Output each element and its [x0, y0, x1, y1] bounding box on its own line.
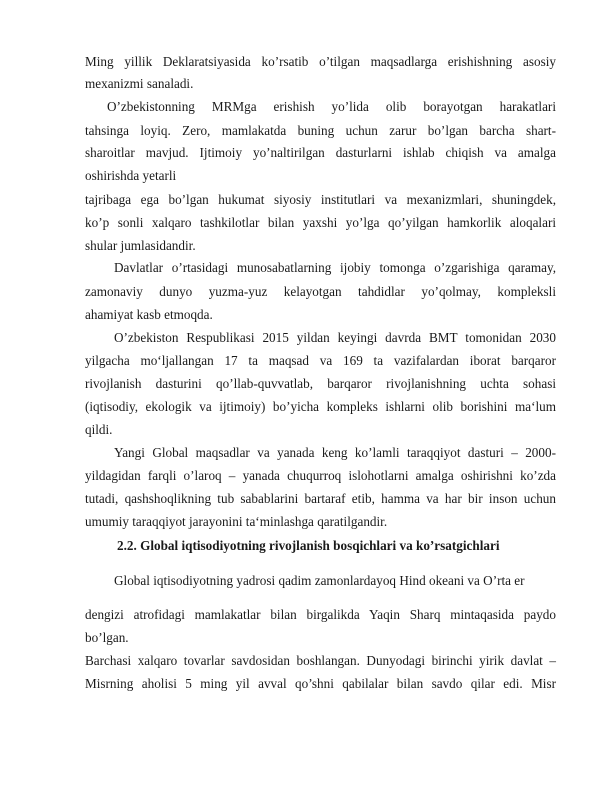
- text-line: O’zbekiston Respublikasi 2015 yildan keyingi davrda BMT tomonidan 2030: [114, 330, 556, 345]
- text-line: ahamiyat kasb etmoqda.: [85, 307, 213, 322]
- section-heading: 2.2. Global iqtisodiyotning rivojlanish bosqichlari va ko’rsatgichlari: [117, 538, 500, 553]
- document-body: [85, 0, 556, 792]
- text-line: Global iqtisodiyotning yadrosi qadim zamonlardayoq Hind okeani va O’rta er: [114, 573, 525, 588]
- text-line: Misrning aholisi 5 ming yil avval qo’shni qabilalar bilan savdo qilar edi. Misr: [85, 676, 556, 691]
- text-line: bo’lgan.: [85, 630, 129, 645]
- text-line: ko’p sonli xalqaro tashkilotlar bilan yaxshi yo’lga qo’yilgan hamkorlik aloqalari: [85, 215, 556, 230]
- text-line: Davlatlar o’rtasidagi munosabatlarning ijobiy tomonga o’zgarishiga qaramay,: [114, 260, 556, 275]
- text-line: qildi.: [85, 422, 113, 437]
- text-line: (iqtisodiy, ekologik va ijtimoiy) bo’yicha kompleks ishlarni olib borishini ma‘lum: [85, 399, 556, 414]
- text-line: Yangi Global maqsadlar va yanada keng ko’lamli taraqqiyot dasturi – 2000-: [114, 445, 556, 460]
- text-line: oshirishda yetarli: [85, 168, 177, 183]
- text-line: mexanizmi sanaladi.: [85, 76, 194, 91]
- text-line: dengizi atrofidagi mamlakatlar bilan birgalikda Yaqin Sharq mintaqasida paydo: [85, 607, 556, 622]
- text-line: tahsinga loyiq. Zero, mamlakatda buning uchun zarur bo’lgan barcha shart-: [85, 123, 556, 138]
- text-line: O’zbekistonning MRMga erishish yo’lida olib borayotgan harakatlari: [107, 99, 556, 114]
- text-line: Barchasi xalqaro tovarlar savdosidan boshlangan. Dunyodagi birinchi yirik davlat –: [85, 653, 556, 668]
- text-line: sharoitlar mavjud. Ijtimoiy yo’naltirilgan dasturlarni ishlab chiqish va amalga: [85, 145, 556, 160]
- text-line: rivojlanish dasturini qo’llab-quvvatlab, barqaror rivojlanishning uchta sohasi: [85, 376, 556, 391]
- text-line: shular jumlasidandir.: [85, 238, 196, 253]
- text-line: yildagidan farqli o’laroq – yanada chuqurroq islohotlarni amalga oshirishni ko’zda: [85, 468, 556, 483]
- text-line: Ming yillik Deklaratsiyasida ko’rsatib o’tilgan maqsadlarga erishishning asosiy: [85, 54, 556, 69]
- text-line: yilgacha mo‘ljallangan 17 ta maqsad va 169 ta vazifalardan iborat barqaror: [85, 353, 556, 368]
- text-line: tutadi, qashshoqlikning tub sabablarini bartaraf etib, hamma va har bir inson uchun: [85, 491, 556, 506]
- text-line: tajribaga ega bo’lgan hukumat siyosiy institutlari va mexanizmlari, shuningdek,: [85, 192, 556, 207]
- text-line: umumiy taraqqiyot jarayonini ta‘minlashga qaratilgandir.: [85, 514, 388, 529]
- text-line: zamonaviy dunyo yuzma-yuz kelayotgan tahdidlar yo’qolmay, kompleksli: [85, 284, 556, 299]
